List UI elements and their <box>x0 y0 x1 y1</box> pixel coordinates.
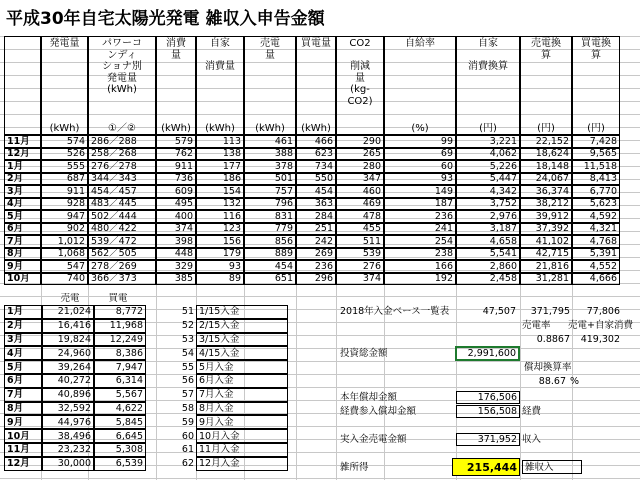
this-year-depreciation-label: 本年償却金額 <box>340 392 398 403</box>
data-cell[interactable]: 831 <box>244 210 296 223</box>
data-cell[interactable]: 889 <box>244 248 296 261</box>
column-header <box>296 36 336 135</box>
data-cell[interactable]: 734 <box>296 160 336 173</box>
column-header-text <box>358 50 361 62</box>
actual-sale-label: 実入金売電金額 <box>340 434 407 445</box>
payment-note-cell[interactable]: 3/15入金 <box>196 333 288 347</box>
data-cell[interactable]: 254 <box>384 235 456 248</box>
payment-note-cell[interactable]: 4/15入金 <box>196 346 288 360</box>
sell-amount-cell[interactable]: 40,896 <box>42 388 94 402</box>
data-cell[interactable]: 22,152 <box>520 135 572 148</box>
percent-sign: % <box>570 376 580 387</box>
data-cell[interactable]: 757 <box>244 185 296 198</box>
payment-note-cell[interactable]: 12月入金 <box>196 457 288 471</box>
data-cell[interactable]: 93 <box>196 260 244 273</box>
gridline-horizontal <box>0 478 640 479</box>
buy-amount-cell[interactable]: 8,386 <box>94 346 146 360</box>
sell-amount-cell[interactable]: 44,976 <box>42 415 94 429</box>
data-cell[interactable]: 241 <box>384 223 456 236</box>
data-cell[interactable]: 187 <box>384 198 456 211</box>
data-cell[interactable]: 928 <box>41 198 88 211</box>
baseline-value[interactable]: 47,507 <box>482 306 516 317</box>
index-cell[interactable]: 60 <box>181 430 194 442</box>
index-cell[interactable]: 59 <box>181 416 194 428</box>
month-header-cell <box>4 36 41 135</box>
data-cell[interactable]: 5,226 <box>456 160 520 173</box>
month-label[interactable]: 5月 <box>4 210 41 223</box>
payment-note-cell[interactable]: 5月入金 <box>196 360 288 374</box>
data-cell[interactable]: 460 <box>336 185 384 198</box>
sell-rate-value[interactable]: 0.8867 <box>536 334 570 345</box>
income-month-label[interactable]: 12月 <box>4 457 42 471</box>
data-cell[interactable]: 902 <box>41 223 88 236</box>
expense-note: 経費 <box>522 406 542 417</box>
payment-note-cell[interactable]: 9月入金 <box>196 415 288 429</box>
data-cell[interactable]: 374 <box>336 273 384 286</box>
data-cell[interactable]: 651 <box>244 273 296 286</box>
data-cell[interactable]: 39,912 <box>520 210 572 223</box>
buy-amount-cell[interactable]: 6,645 <box>94 429 146 443</box>
data-cell[interactable]: 374 <box>156 223 196 236</box>
data-cell[interactable]: 113 <box>196 135 244 148</box>
data-cell[interactable]: 4,768 <box>572 235 620 248</box>
misc-income-label: 雑所得 <box>340 461 369 473</box>
column-header-text: 量 <box>171 49 181 61</box>
data-cell[interactable]: 21,816 <box>520 260 572 273</box>
data-cell[interactable]: 9,565 <box>572 148 620 161</box>
column-unit: (kWh) <box>161 122 191 134</box>
actual-sale-value[interactable]: 371,952 <box>456 433 520 446</box>
column-unit: (円) <box>537 122 555 134</box>
buy-amount-cell[interactable]: 5,845 <box>94 415 146 429</box>
data-cell[interactable]: 461 <box>244 135 296 148</box>
month-label[interactable]: 10月 <box>4 273 41 286</box>
column-header-text: 消費 <box>166 38 186 49</box>
depreciation-rate-value[interactable]: 88.67 <box>538 376 566 387</box>
index-cell[interactable]: 54 <box>181 347 194 359</box>
investment-value-cell[interactable]: 2,991,600 <box>455 346 520 361</box>
data-cell[interactable]: 4,321 <box>572 223 620 236</box>
data-cell[interactable]: 623 <box>296 148 336 161</box>
data-cell[interactable]: 539／472 <box>88 235 156 248</box>
income-month-label[interactable]: 5月 <box>4 360 42 374</box>
data-cell[interactable]: 385 <box>156 273 196 286</box>
column-header-text <box>486 50 489 62</box>
income-month-label[interactable]: 3月 <box>4 333 42 347</box>
buy-amount-cell[interactable]: 7,947 <box>94 360 146 374</box>
column-header <box>196 36 244 135</box>
month-label[interactable]: 3月 <box>4 185 41 198</box>
data-cell[interactable]: 284 <box>296 210 336 223</box>
month-label[interactable]: 8月 <box>4 248 41 261</box>
payment-note-cell[interactable]: 10月入金 <box>196 429 288 443</box>
column-header-text: 量 <box>265 49 275 61</box>
data-cell[interactable]: 5,541 <box>456 248 520 261</box>
column-header <box>244 36 296 135</box>
data-cell[interactable]: 93 <box>384 173 456 186</box>
month-label[interactable]: 9月 <box>4 260 41 273</box>
index-cell[interactable]: 51 <box>181 306 194 318</box>
income-month-label[interactable]: 6月 <box>4 374 42 388</box>
sell-column-header: 売電 <box>60 293 80 304</box>
column-unit: (%) <box>411 122 429 134</box>
column-header-text: CO2 <box>349 38 371 49</box>
income-month-label[interactable]: 9月 <box>4 415 42 429</box>
data-cell[interactable]: 154 <box>196 185 244 198</box>
data-cell[interactable]: 265 <box>336 148 384 161</box>
column-header <box>88 36 156 135</box>
data-cell[interactable]: 99 <box>384 135 456 148</box>
data-cell[interactable]: 796 <box>244 198 296 211</box>
data-cell[interactable]: 555 <box>41 160 88 173</box>
column-header-text: 自家 <box>210 38 230 49</box>
data-cell[interactable]: 574 <box>41 135 88 148</box>
month-label[interactable]: 1月 <box>4 160 41 173</box>
data-cell[interactable]: 192 <box>384 273 456 286</box>
data-cell[interactable]: 276 <box>336 260 384 273</box>
data-cell[interactable]: 1,068 <box>41 248 88 261</box>
column-unit: (kWh) <box>205 122 235 134</box>
data-cell[interactable]: 251 <box>296 223 336 236</box>
data-cell[interactable]: 2,458 <box>456 273 520 286</box>
data-cell[interactable]: 4,552 <box>572 260 620 273</box>
sell-amount-cell[interactable]: 30,000 <box>42 457 94 471</box>
buy-amount-cell[interactable]: 8,772 <box>94 305 146 319</box>
data-cell[interactable]: 539 <box>336 248 384 261</box>
data-cell[interactable]: 3,752 <box>456 198 520 211</box>
column-header <box>156 36 196 135</box>
misc-income-note: 雑収入 <box>522 460 582 474</box>
column-header <box>572 36 620 135</box>
index-cell[interactable]: 62 <box>181 458 194 470</box>
data-cell[interactable]: 296 <box>296 273 336 286</box>
column-header-text <box>218 50 221 62</box>
income-month-label[interactable]: 1月 <box>4 305 42 319</box>
data-cell[interactable]: 501 <box>244 173 296 186</box>
investment-label: 投資総金額 <box>340 348 388 359</box>
sell-amount-cell[interactable]: 40,272 <box>42 374 94 388</box>
payment-note-cell[interactable]: 1/15入金 <box>196 305 288 319</box>
data-cell[interactable]: 290 <box>336 135 384 148</box>
column-header <box>456 36 520 135</box>
data-cell[interactable]: 3,187 <box>456 223 520 236</box>
column-header-text: 発電量 <box>49 38 80 49</box>
sell-amount-cell[interactable]: 39,264 <box>42 360 94 374</box>
data-cell[interactable]: 5,623 <box>572 198 620 211</box>
data-cell[interactable]: 38,212 <box>520 198 572 211</box>
index-cell[interactable]: 61 <box>181 444 194 456</box>
month-label[interactable]: 6月 <box>4 223 41 236</box>
data-cell[interactable]: 8,413 <box>572 173 620 186</box>
data-cell[interactable]: 511 <box>336 235 384 248</box>
buy-amount-cell[interactable]: 6,314 <box>94 374 146 388</box>
column-unit: ①／② <box>108 122 136 134</box>
data-cell[interactable]: 911 <box>156 160 196 173</box>
data-cell[interactable]: 344／343 <box>88 173 156 186</box>
data-cell[interactable]: 856 <box>244 235 296 248</box>
sell-amount-cell[interactable]: 21,024 <box>42 305 94 319</box>
data-cell[interactable]: 454／457 <box>88 185 156 198</box>
data-cell[interactable]: 1,012 <box>41 235 88 248</box>
data-cell[interactable]: 550 <box>296 173 336 186</box>
income-month-label[interactable]: 8月 <box>4 402 42 416</box>
data-cell[interactable]: 454 <box>296 185 336 198</box>
sell-amount-cell[interactable]: 38,496 <box>42 429 94 443</box>
data-cell[interactable]: 740 <box>41 273 88 286</box>
data-cell[interactable]: 18,624 <box>520 148 572 161</box>
data-cell[interactable]: 347 <box>336 173 384 186</box>
sell-plus-self-label: 売電+自家消費 <box>568 320 633 331</box>
month-label[interactable]: 11月 <box>4 135 41 148</box>
column-header-text: 消費換算 <box>468 61 508 72</box>
payment-note-cell[interactable]: 7月入金 <box>196 388 288 402</box>
payment-note-cell[interactable]: 11月入金 <box>196 443 288 457</box>
index-cell[interactable]: 55 <box>181 361 194 373</box>
column-header-text: 買電換 <box>581 38 611 49</box>
index-cell[interactable]: 56 <box>181 375 194 387</box>
data-cell[interactable]: 579 <box>156 135 196 148</box>
column-header-text: (kg- <box>350 84 370 95</box>
data-cell[interactable]: 6,770 <box>572 185 620 198</box>
month-label[interactable]: 12月 <box>4 148 41 161</box>
data-cell[interactable]: 236 <box>296 260 336 273</box>
column-unit: (円) <box>587 122 605 134</box>
column-header-text: 売電換 <box>531 38 561 49</box>
data-cell[interactable]: 24,067 <box>520 173 572 186</box>
data-cell[interactable]: 455 <box>336 223 384 236</box>
column-header <box>384 36 456 135</box>
data-cell[interactable]: 177 <box>196 160 244 173</box>
column-header-text: 買電量 <box>301 38 331 49</box>
data-cell[interactable]: 526 <box>41 148 88 161</box>
column-header-text: パワーコ <box>102 38 142 49</box>
data-cell[interactable]: 123 <box>196 223 244 236</box>
column-header-text: 削減 <box>350 61 370 72</box>
buy-amount-cell[interactable]: 5,308 <box>94 443 146 457</box>
data-cell[interactable]: 69 <box>384 148 456 161</box>
column-header-text: ンディ <box>107 49 137 61</box>
data-cell[interactable]: 609 <box>156 185 196 198</box>
depreciation-rate-label: 償却換算率 <box>524 362 572 373</box>
sell-amount-cell[interactable]: 24,960 <box>42 346 94 360</box>
data-cell[interactable]: 286／288 <box>88 135 156 148</box>
index-cell[interactable]: 53 <box>181 333 194 345</box>
data-cell[interactable]: 31,281 <box>520 273 572 286</box>
month-label[interactable]: 2月 <box>4 173 41 186</box>
data-cell[interactable]: 378 <box>244 160 296 173</box>
data-cell[interactable]: 398 <box>156 235 196 248</box>
data-cell[interactable]: 149 <box>384 185 456 198</box>
data-cell[interactable]: 448 <box>156 248 196 261</box>
data-cell[interactable]: 2,976 <box>456 210 520 223</box>
column-unit: (kWh) <box>301 122 331 134</box>
buy-amount-cell[interactable]: 6,539 <box>94 457 146 471</box>
data-cell[interactable]: 258／268 <box>88 148 156 161</box>
data-cell[interactable]: 276／278 <box>88 160 156 173</box>
column-header-text: 自家 <box>478 38 498 49</box>
data-cell[interactable]: 5,391 <box>572 248 620 261</box>
data-cell[interactable]: 7,428 <box>572 135 620 148</box>
column-header-text: 売電 <box>260 38 280 49</box>
data-cell[interactable]: 366／373 <box>88 273 156 286</box>
data-cell[interactable]: 911 <box>41 185 88 198</box>
data-cell[interactable]: 502／444 <box>88 210 156 223</box>
data-cell[interactable]: 469 <box>336 198 384 211</box>
data-cell[interactable]: 736 <box>156 173 196 186</box>
data-cell[interactable]: 41,102 <box>520 235 572 248</box>
column-header-text: (kWh) <box>107 84 137 95</box>
data-cell[interactable]: 138 <box>196 148 244 161</box>
data-cell[interactable]: 37,392 <box>520 223 572 236</box>
column-header-text: 量 <box>355 72 365 84</box>
data-cell[interactable]: 278／269 <box>88 260 156 273</box>
sheet-title: 平成30年自宅太陽光発電 雑収入申告金額 <box>6 9 325 29</box>
index-cell[interactable]: 52 <box>181 320 194 332</box>
data-cell[interactable]: 947 <box>41 210 88 223</box>
expense-depreciation-label: 経費参入償却金額 <box>340 406 417 417</box>
data-cell[interactable]: 3,221 <box>456 135 520 148</box>
month-label[interactable]: 7月 <box>4 235 41 248</box>
sell-amount-cell[interactable]: 19,824 <box>42 333 94 347</box>
data-cell[interactable]: 388 <box>244 148 296 161</box>
column-header-text: 算 <box>541 49 551 61</box>
data-cell[interactable]: 42,715 <box>520 248 572 261</box>
payment-note-cell[interactable]: 2/15入金 <box>196 319 288 333</box>
data-cell[interactable]: 562／505 <box>88 248 156 261</box>
column-header <box>520 36 572 135</box>
data-cell[interactable]: 480／422 <box>88 223 156 236</box>
income-month-label[interactable]: 4月 <box>4 346 42 360</box>
column-unit: (kWh) <box>49 122 80 134</box>
column-header-text: 算 <box>591 49 601 61</box>
data-cell[interactable]: 363 <box>296 198 336 211</box>
column-unit: (円) <box>479 122 497 134</box>
data-cell[interactable]: 116 <box>196 210 244 223</box>
data-cell[interactable]: 4,062 <box>456 148 520 161</box>
buy-column-header: 買電 <box>108 293 128 304</box>
data-cell[interactable]: 179 <box>196 248 244 261</box>
data-cell[interactable]: 236 <box>384 210 456 223</box>
expense-depreciation-value[interactable]: 156,508 <box>456 405 520 418</box>
income-note: 収入 <box>522 434 542 445</box>
data-cell[interactable]: 5,447 <box>456 173 520 186</box>
sell-rate-label: 売電率 <box>522 320 551 331</box>
data-cell[interactable]: 4,666 <box>572 273 620 286</box>
data-cell[interactable]: 156 <box>196 235 244 248</box>
data-cell[interactable]: 547 <box>41 260 88 273</box>
column-header-text: ショナ別 <box>102 61 142 72</box>
data-cell[interactable]: 466 <box>296 135 336 148</box>
buy-amount-cell[interactable]: 12,249 <box>94 333 146 347</box>
data-cell[interactable]: 186 <box>196 173 244 186</box>
income-month-label[interactable]: 2月 <box>4 319 42 333</box>
data-cell[interactable]: 11,518 <box>572 160 620 173</box>
misc-income-value[interactable]: 215,444 <box>452 458 520 476</box>
income-month-label[interactable]: 7月 <box>4 388 42 402</box>
payment-note-cell[interactable]: 6月入金 <box>196 374 288 388</box>
data-cell[interactable]: 779 <box>244 223 296 236</box>
data-cell[interactable]: 269 <box>296 248 336 261</box>
sell-amount-cell[interactable]: 16,416 <box>42 319 94 333</box>
data-cell[interactable]: 60 <box>384 160 456 173</box>
column-unit: (kWh) <box>255 122 285 134</box>
data-cell[interactable]: 4,658 <box>456 235 520 248</box>
data-cell[interactable]: 329 <box>156 260 196 273</box>
income-month-label[interactable]: 10月 <box>4 429 42 443</box>
income-month-label[interactable]: 11月 <box>4 443 42 457</box>
data-cell[interactable]: 132 <box>196 198 244 211</box>
data-cell[interactable]: 36,374 <box>520 185 572 198</box>
sell-amount-cell[interactable]: 32,592 <box>42 402 94 416</box>
column-header-text: CO2) <box>347 95 373 107</box>
this-year-depreciation-value[interactable]: 176,506 <box>456 391 520 404</box>
column-header-text: 消費量 <box>205 61 235 72</box>
payment-note-cell[interactable]: 8月入金 <box>196 402 288 416</box>
data-cell[interactable]: 2,860 <box>456 260 520 273</box>
data-cell[interactable]: 687 <box>41 173 88 186</box>
data-cell[interactable]: 400 <box>156 210 196 223</box>
data-cell[interactable]: 89 <box>196 273 244 286</box>
column-header <box>41 36 88 135</box>
index-cell[interactable]: 57 <box>181 389 194 401</box>
data-cell[interactable]: 166 <box>384 260 456 273</box>
index-cell[interactable]: 58 <box>181 402 194 414</box>
column-header-text: 自給率 <box>405 38 435 49</box>
buy-amount-cell[interactable]: 5,567 <box>94 388 146 402</box>
buy-amount-cell[interactable]: 4,622 <box>94 402 146 416</box>
month-label[interactable]: 4月 <box>4 198 41 211</box>
sell-plus-self-value[interactable]: 419,302 <box>580 334 620 345</box>
column-header <box>336 36 384 135</box>
data-cell[interactable]: 478 <box>336 210 384 223</box>
data-cell[interactable]: 242 <box>296 235 336 248</box>
data-cell[interactable]: 238 <box>384 248 456 261</box>
data-cell[interactable]: 454 <box>244 260 296 273</box>
baseline-label: 2018年入金ベース一覧表 <box>340 306 450 317</box>
data-cell[interactable]: 4,342 <box>456 185 520 198</box>
data-cell[interactable]: 18,148 <box>520 160 572 173</box>
data-cell[interactable]: 280 <box>336 160 384 173</box>
column-header-text: 発電量 <box>107 72 137 84</box>
buy-amount-cell[interactable]: 11,968 <box>94 319 146 333</box>
data-cell[interactable]: 483／445 <box>88 198 156 211</box>
gridline-horizontal <box>0 296 640 297</box>
data-cell[interactable]: 4,592 <box>572 210 620 223</box>
data-cell[interactable]: 762 <box>156 148 196 161</box>
sell-amount-cell[interactable]: 23,232 <box>42 443 94 457</box>
data-cell[interactable]: 495 <box>156 198 196 211</box>
baseline-value[interactable]: 371,795 <box>530 306 570 317</box>
baseline-value[interactable]: 77,806 <box>586 306 620 317</box>
